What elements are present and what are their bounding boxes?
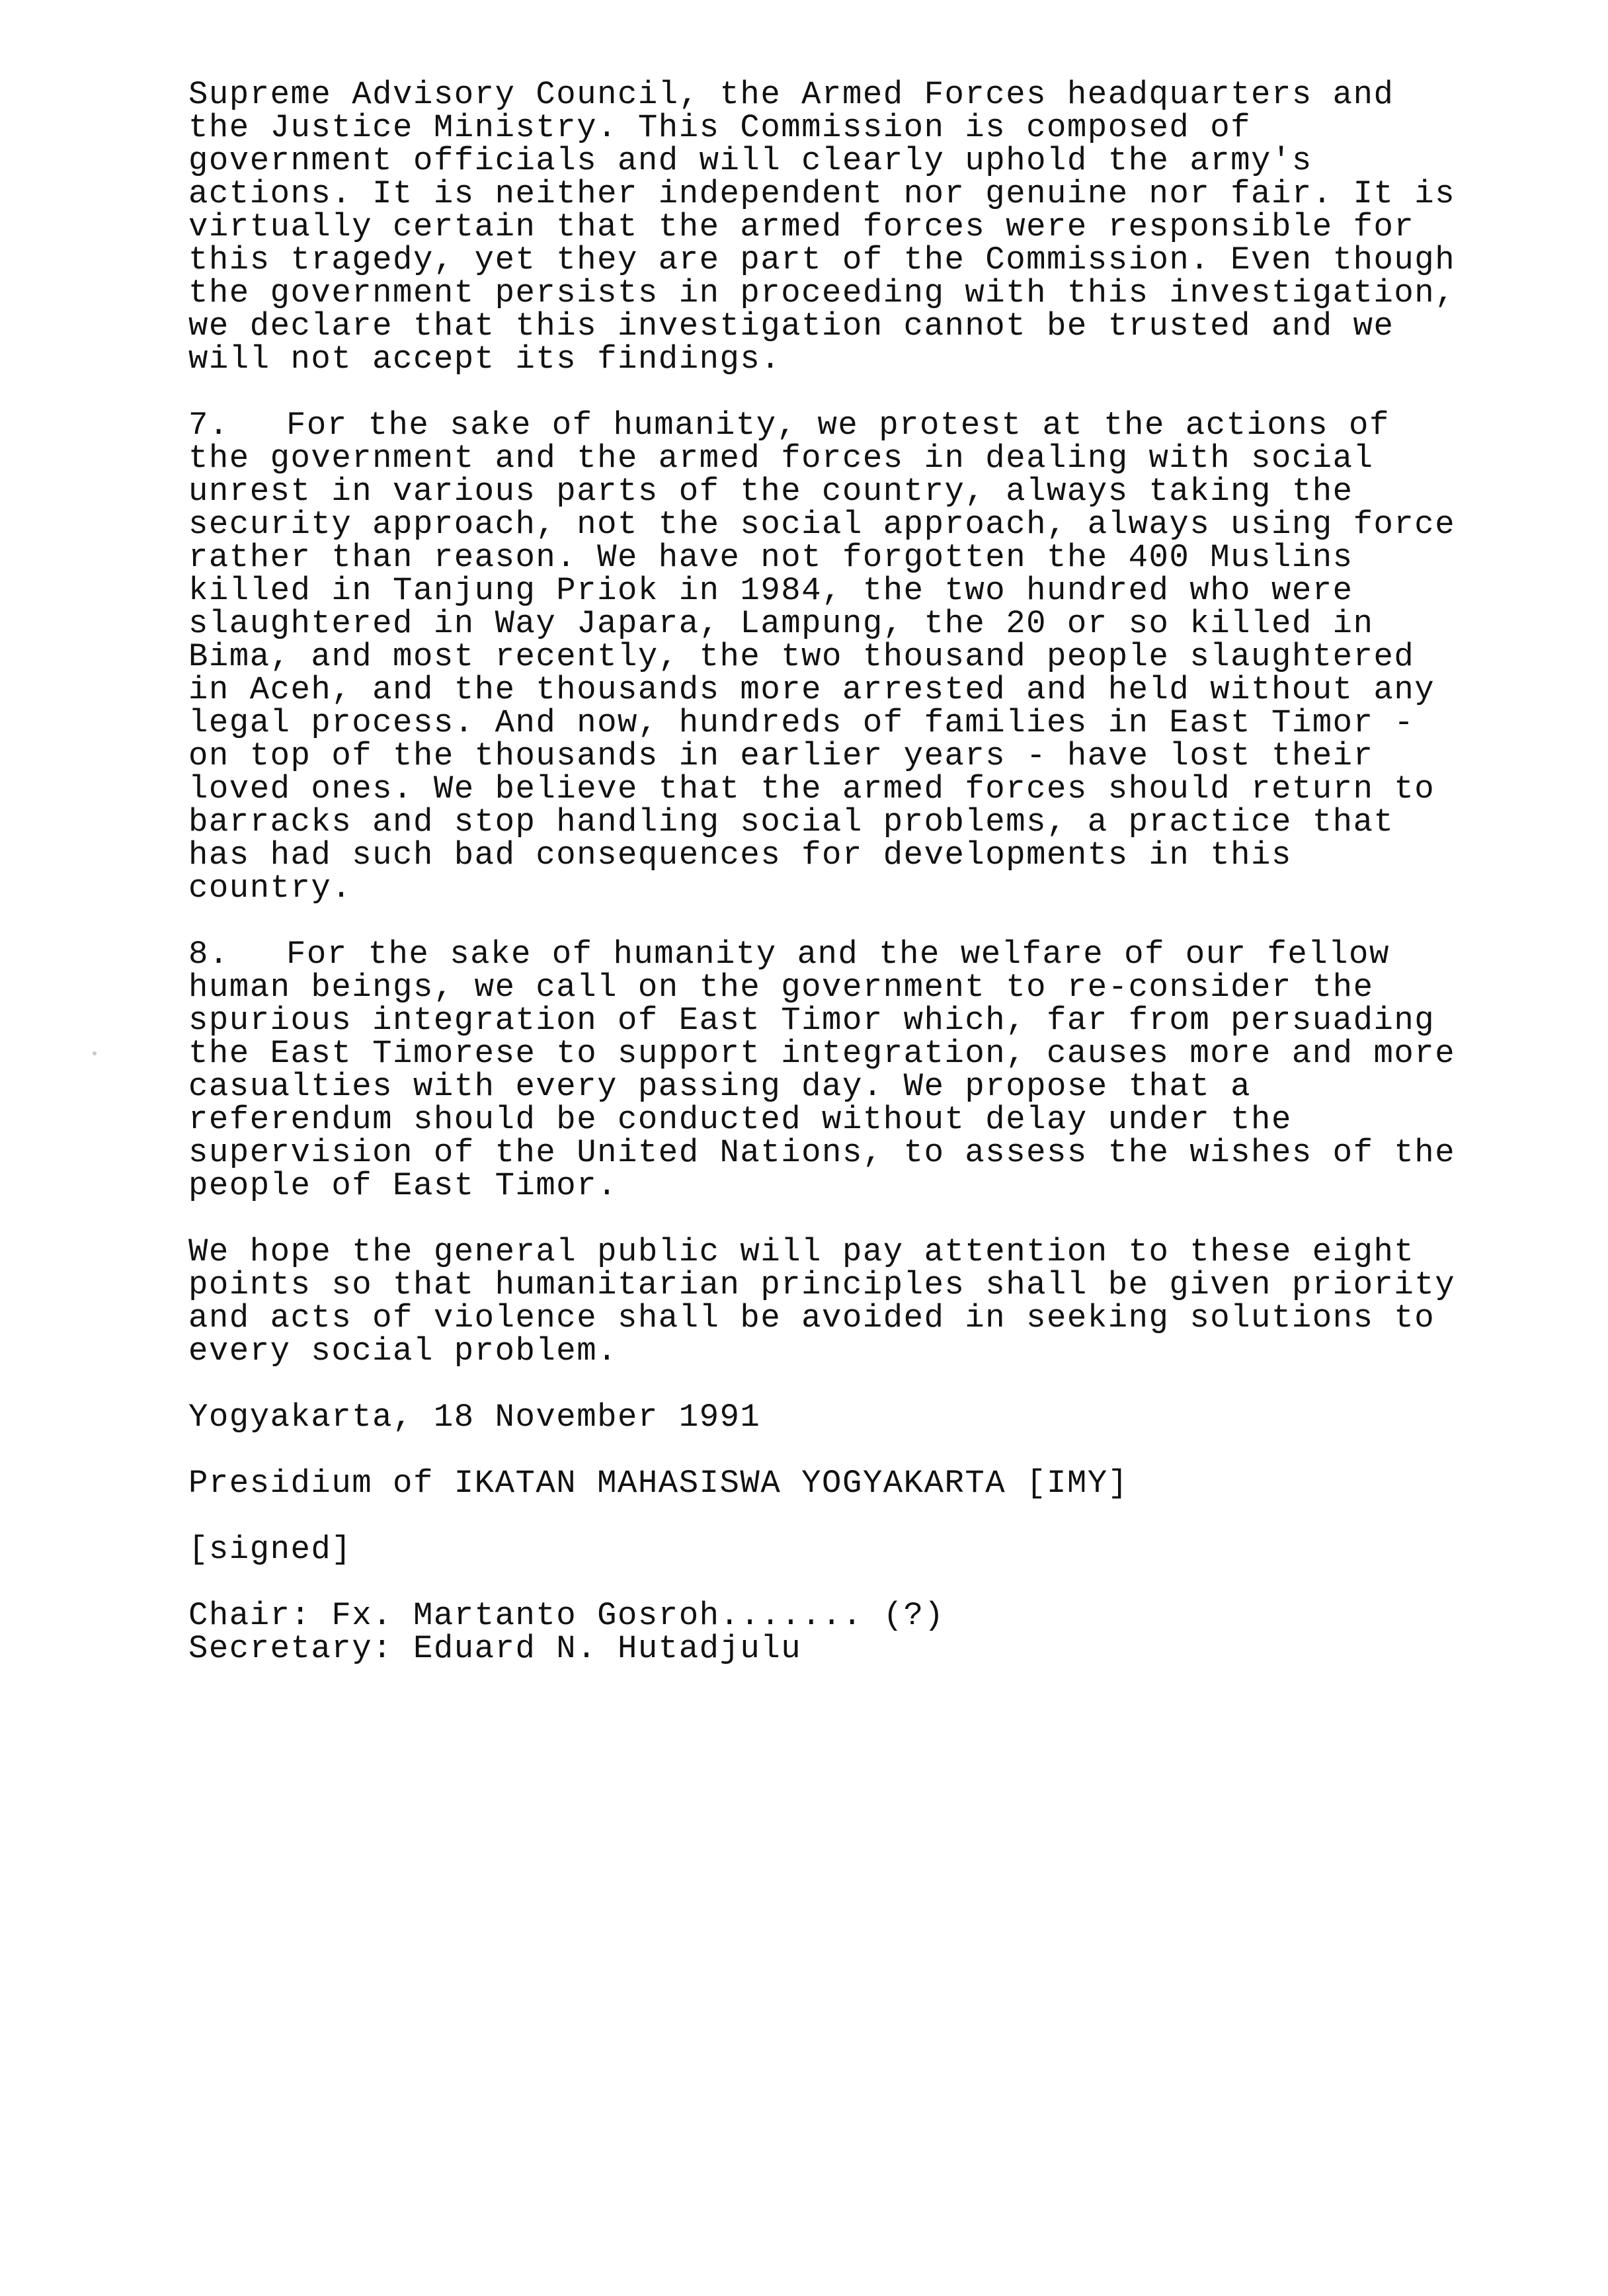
paragraph-8 (188, 938, 1550, 1202)
text-line: the East Timorese to support integration, causes more and more (188, 1035, 1456, 1072)
text-line: actions. It is neither independent nor genuine nor fair. It is (188, 175, 1456, 212)
signed-note (188, 1533, 1550, 1566)
text-line: country. (188, 870, 352, 907)
signatories (188, 1599, 1550, 1665)
text-line: Bima, and most recently, the two thousand people slaughtered (188, 638, 1415, 675)
text-line-first (188, 938, 1550, 971)
paragraph-number: 7. (188, 407, 229, 444)
text-line: people of East Timor. (188, 1167, 618, 1204)
text-segment: For the sake of humanity and the welfare of our fellow (286, 936, 1390, 973)
text-line: the government persists in proceeding with this investigation, (188, 274, 1456, 311)
text-line: We hope the general public will pay attention to these eight (188, 1233, 1415, 1270)
text-line: rather than reason. We have not forgotten the 400 Muslins (188, 539, 1353, 576)
text-line: casualties with every passing day. We propose that a (188, 1068, 1252, 1105)
text-line: legal process. And now, hundreds of families in East Timor - (188, 704, 1415, 741)
text-line: killed in Tanjung Priok in 1984, the two hundred who were (188, 572, 1353, 609)
issuer (188, 1467, 1550, 1500)
issuer-text: Presidium of IKATAN MAHASISWA YOGYAKARTA [IMY] (188, 1465, 1129, 1502)
text-line: the Justice Ministry. This Commission is composed of (188, 109, 1252, 146)
paragraph-continuation (188, 78, 1550, 376)
text-line: unrest in various parts of the country, always taking the (188, 473, 1353, 510)
text-line: on top of the thousands in earlier years - have lost their (188, 737, 1374, 774)
text-line: referendum should be conducted without delay under the (188, 1101, 1292, 1138)
closing-paragraph (188, 1235, 1550, 1368)
text-line: and acts of violence shall be avoided in seeking solutions to (188, 1299, 1435, 1336)
text-line: will not accept its findings. (188, 341, 782, 378)
signatory-chair: Chair: Fx. Martanto Gosroh....... (?) (188, 1597, 945, 1634)
text-line: every social problem. (188, 1332, 618, 1370)
text-line: has had such bad consequences for developments in this (188, 837, 1292, 874)
text-line-first (188, 409, 1550, 442)
scan-speck (93, 1051, 97, 1055)
place-date-text: Yogyakarta, 18 November 1991 (188, 1399, 761, 1436)
text-line: in Aceh, and the thousands more arrested and held without any (188, 671, 1435, 708)
document-body (188, 78, 1550, 1698)
text-line: loved ones. We believe that the armed forces should return to (188, 770, 1435, 807)
text-line: security approach, not the social approach, always using force (188, 506, 1456, 543)
text-line: Supreme Advisory Council, the Armed Forces headquarters and (188, 76, 1394, 113)
text-line: virtually certain that the armed forces were responsible for (188, 208, 1415, 245)
text-line: this tragedy, yet they are part of the Commission. Even though (188, 241, 1456, 278)
paragraph-number: 8. (188, 936, 229, 973)
paragraph-7 (188, 409, 1550, 905)
text-line: we declare that this investigation cannot be trusted and we (188, 308, 1394, 345)
text-line: points so that humanitarian principles shall be given priority (188, 1266, 1456, 1303)
text-line: human beings, we call on the government to re-consider the (188, 969, 1374, 1006)
signatory-secretary: Secretary: Eduard N. Hutadjulu (188, 1630, 802, 1667)
text-line: slaughtered in Way Japara, Lampung, the 20 or so killed in (188, 605, 1374, 642)
signed-note-text: [signed] (188, 1531, 352, 1568)
text-line: barracks and stop handling social problems, a practice that (188, 803, 1394, 840)
text-segment: For the sake of humanity, we protest at the actions of (286, 407, 1390, 444)
text-line: supervision of the United Nations, to assess the wishes of the (188, 1134, 1456, 1171)
text-line: government officials and will clearly uphold the army's (188, 142, 1312, 179)
text-line: spurious integration of East Timor which, far from persuading (188, 1002, 1435, 1039)
text-line: the government and the armed forces in dealing with social (188, 440, 1374, 477)
place-date (188, 1401, 1550, 1434)
